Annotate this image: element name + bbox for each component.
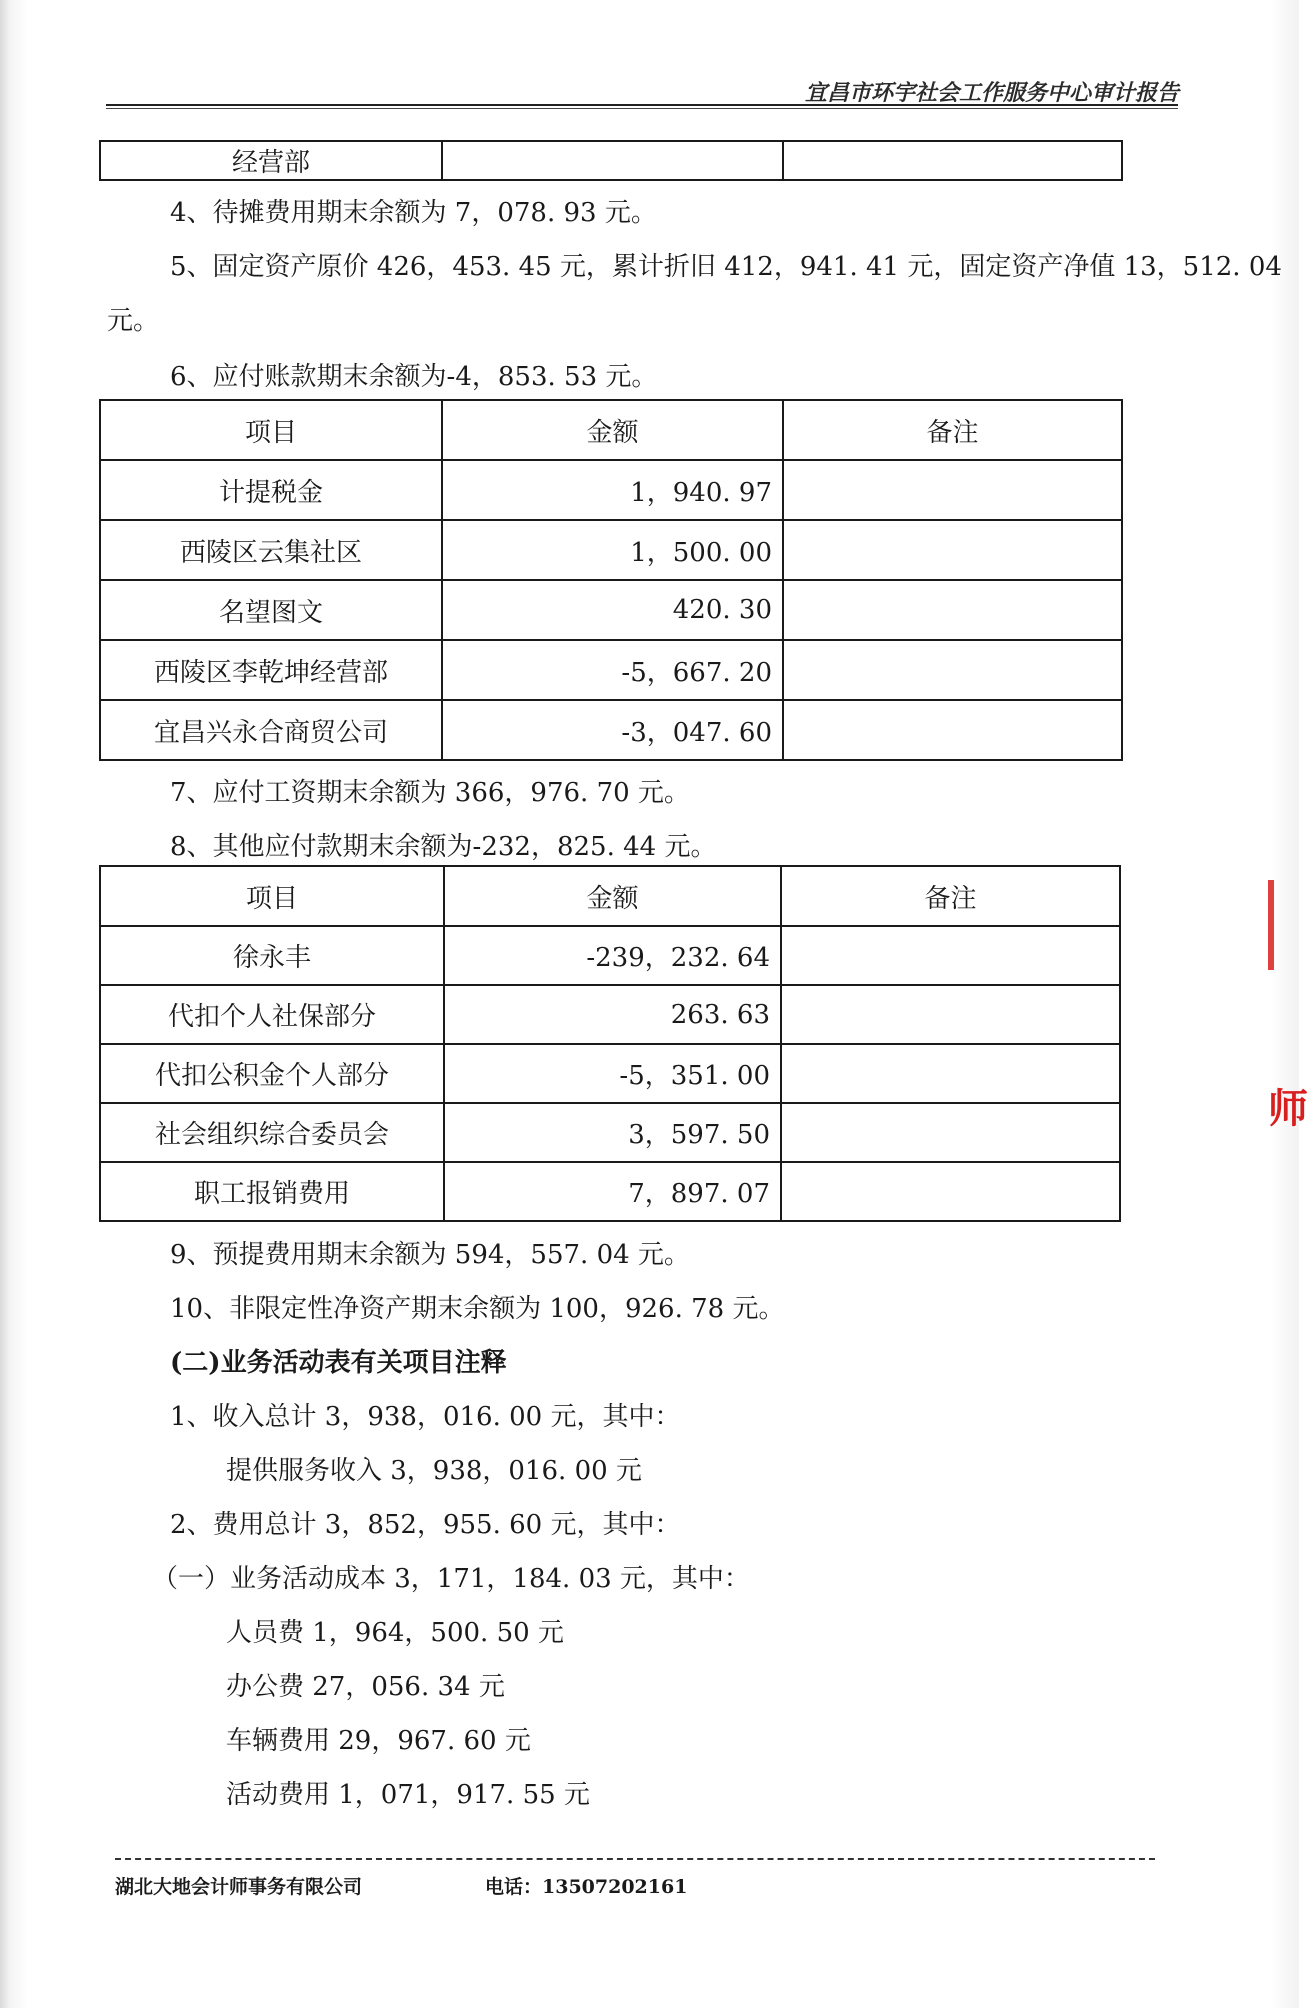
note-prepaid-expenses: 4、待摊费用期末余额为 7，078. 93 元。 <box>170 198 657 228</box>
note-activity-cost: 活动费用 1，071，917. 55 元 <box>226 1780 590 1810</box>
table-row <box>100 1103 1120 1162</box>
table-row <box>100 700 1122 760</box>
table-row <box>100 520 1122 580</box>
note-accounts-payable: 6、应付账款期末余额为-4，853. 53 元。 <box>170 362 658 392</box>
table-header-row <box>100 866 1120 926</box>
seal-stamp-fragment: 师 <box>1268 1085 1308 1132</box>
footer-phone: 电话：13507202161 <box>485 1876 688 1898</box>
table-cell-amount: -3，047. 60 <box>442 700 783 760</box>
footer-dashed-rule <box>115 1858 1155 1860</box>
table-cell-amount: -239，232. 64 <box>444 926 781 985</box>
note-accrued-expenses: 9、预提费用期末余额为 594，557. 04 元。 <box>170 1240 690 1270</box>
table-row <box>100 141 1122 180</box>
table-cell-amount: 263. 63 <box>444 985 781 1044</box>
seal-stamp-stroke <box>1268 880 1305 970</box>
table-cell-amount: 7，897. 07 <box>444 1162 781 1221</box>
table-row <box>100 640 1122 700</box>
header-rule <box>106 104 1178 106</box>
note-personnel-cost: 人员费 1，964，500. 50 元 <box>226 1618 564 1648</box>
table-cell-note <box>783 141 1122 180</box>
note-wages-payable: 7、应付工资期末余额为 366，976. 70 元。 <box>170 778 690 808</box>
column-header-item: 项目 <box>100 400 442 460</box>
column-header-note: 备注 <box>783 400 1122 460</box>
table-cell-note <box>783 580 1122 640</box>
table-cell-name: 西陵区李乾坤经营部 <box>100 640 442 700</box>
column-header-item: 项目 <box>100 866 444 926</box>
table-cell-note <box>781 1162 1120 1221</box>
table-cell-name: 宜昌兴永合商贸公司 <box>100 700 442 760</box>
table-header-row <box>100 400 1122 460</box>
note-other-payables: 8、其他应付款期末余额为-232，825. 44 元。 <box>170 832 717 862</box>
table-cell-amount: 1，500. 00 <box>442 520 783 580</box>
column-header-amount: 金额 <box>444 866 781 926</box>
table-cell-name: 计提税金 <box>100 460 442 520</box>
continued-table <box>99 140 1123 181</box>
table-cell-amount: 3，597. 50 <box>444 1103 781 1162</box>
table-row <box>100 926 1120 985</box>
table-cell-name: 代扣个人社保部分 <box>100 985 444 1044</box>
table-cell-amount: -5，667. 20 <box>442 640 783 700</box>
table-cell-note <box>783 640 1122 700</box>
table-row <box>100 580 1122 640</box>
table-cell-note <box>783 460 1122 520</box>
table-cell-note <box>781 985 1120 1044</box>
table-cell-name: 代扣公积金个人部分 <box>100 1044 444 1103</box>
table-cell-amount <box>442 141 783 180</box>
note-total-income: 1、收入总计 3，938，016. 00 元，其中： <box>170 1402 681 1432</box>
table-cell-name: 经营部 <box>100 141 442 180</box>
note-service-income: 提供服务收入 3，938，016. 00 元 <box>226 1456 642 1486</box>
table-cell-name: 名望图文 <box>100 580 442 640</box>
note-unrestricted-net-assets: 10、非限定性净资产期末余额为 100，926. 78 元。 <box>170 1294 785 1324</box>
table-cell-name: 社会组织综合委员会 <box>100 1103 444 1162</box>
note-business-cost: （一）业务活动成本 3，171，184. 03 元，其中： <box>152 1564 750 1594</box>
header-rule-thin <box>106 108 1178 109</box>
table-cell-name: 西陵区云集社区 <box>100 520 442 580</box>
note-total-expenses: 2、费用总计 3，852，955. 60 元，其中： <box>170 1510 681 1540</box>
other-payables-table <box>99 865 1121 1222</box>
accounts-payable-table <box>99 399 1123 761</box>
column-header-amount: 金额 <box>442 400 783 460</box>
table-cell-amount: 420. 30 <box>442 580 783 640</box>
table-cell-name: 职工报销费用 <box>100 1162 444 1221</box>
table-row <box>100 985 1120 1044</box>
table-cell-note <box>781 1103 1120 1162</box>
note-office-cost: 办公费 27，056. 34 元 <box>226 1672 505 1702</box>
table-cell-note <box>783 520 1122 580</box>
section-heading-activities: (二)业务活动表有关项目注释 <box>170 1348 507 1378</box>
column-header-note: 备注 <box>781 866 1120 926</box>
table-cell-amount: 1，940. 97 <box>442 460 783 520</box>
report-header-title: 宜昌市环宇社会工作服务中心审计报告 <box>804 80 1179 106</box>
table-row <box>100 1044 1120 1103</box>
table-cell-name: 徐永丰 <box>100 926 444 985</box>
note-vehicle-cost: 车辆费用 29，967. 60 元 <box>226 1726 531 1756</box>
note-fixed-assets-cont: 元。 <box>107 306 160 336</box>
table-cell-note <box>781 1044 1120 1103</box>
note-fixed-assets: 5、固定资产原价 426，453. 45 元，累计折旧 412，941. 41 元，固定资产净值 13，512. 04 <box>170 252 1282 282</box>
table-cell-amount: -5，351. 00 <box>444 1044 781 1103</box>
table-row <box>100 460 1122 520</box>
table-cell-note <box>781 926 1120 985</box>
footer-company: 湖北大地会计师事务有限公司 <box>115 1876 363 1898</box>
table-row <box>100 1162 1120 1221</box>
table-cell-note <box>783 700 1122 760</box>
